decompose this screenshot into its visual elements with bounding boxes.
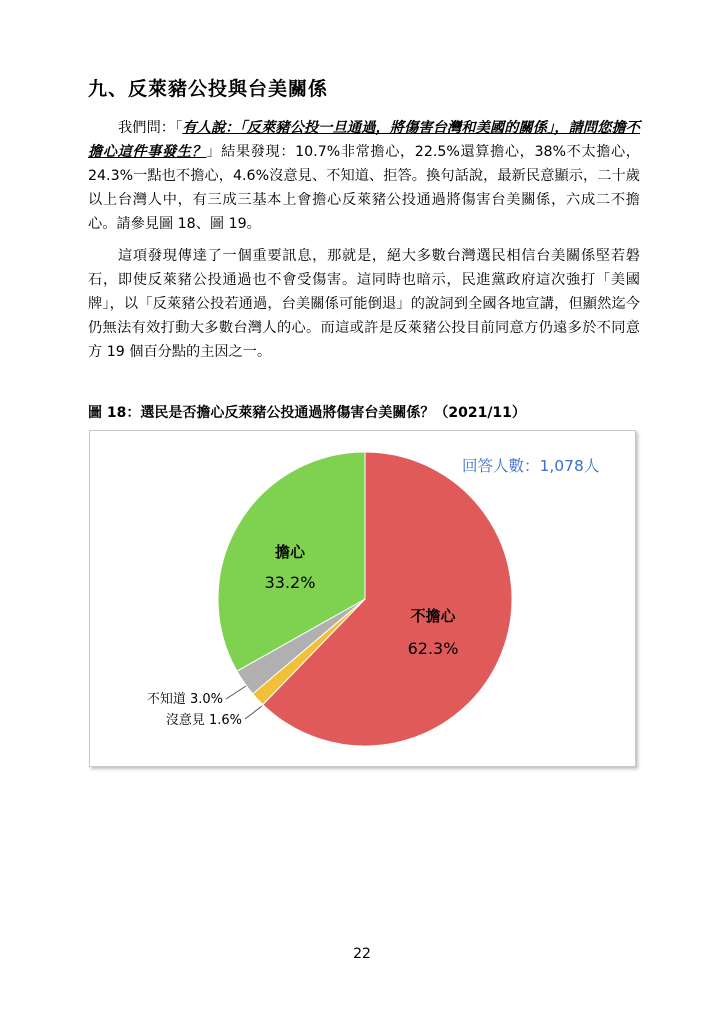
section-title: 九、反萊豬公投與台美關係: [88, 78, 329, 100]
slice-value-worried: 33.2%: [264, 573, 316, 592]
callout-line-no-opinion: [245, 706, 262, 719]
paragraph-1: [88, 116, 640, 236]
callout-dont-know: 不知道 3.0%: [146, 692, 223, 707]
paragraph-1-body: 」結果發現：10.7%非常擔心，22.5%還算擔心，38%不太擔心，24.3%一點也不擔心，4.6%沒意見、不知道、拒答。換句話說，最新民意顯示，二十歲以上台灣人中，有三成三基本上會擔心反萊豬公投通過將傷害台美關係，六成二不擔心。請參見圖 18、圖 19。: [88, 144, 640, 232]
figure-caption: 圖 18：選民是否擔心反萊豬公投通過將傷害台美關係？（2021/11）: [88, 405, 526, 421]
callout-line-dont-know: [226, 686, 246, 699]
survey-question: 有人說：「反萊豬公投一旦通過，將傷害台灣和美國的關係」，請問您擔不擔心這件事發生？: [88, 120, 640, 160]
slice-label-not-worried: 不擔心: [410, 607, 456, 625]
paragraph-1-lead: 我們問：「: [118, 120, 183, 136]
slice-label-worried: 擔心: [274, 543, 306, 561]
callout-no-opinion: 沒意見 1.6%: [165, 713, 242, 728]
page-number: 22: [353, 946, 371, 962]
pie-chart-frame: [89, 430, 636, 767]
respondents-count-label: 回答人數：1,078人: [462, 457, 600, 475]
paragraph-2: 這項發現傳達了一個重要訊息，那就是，絕大多數台灣選民相信台美關係堅若磐石，即使反萊豬公投通過也不會受傷害。這同時也暗示，民進黨政府這次強打「美國牌」，以「反萊豬公投若通過，台美關係可能倒退」的說詞到全國各地宣講，但顯然迄今仍無法有效打動大多數台灣人的心。而這或許是反萊豬公投目前同意方仍遠多於不同意方 19 個百分點的主因之一。: [88, 248, 640, 360]
slice-value-not-worried: 62.3%: [407, 639, 459, 658]
pie-chart: [90, 431, 635, 766]
